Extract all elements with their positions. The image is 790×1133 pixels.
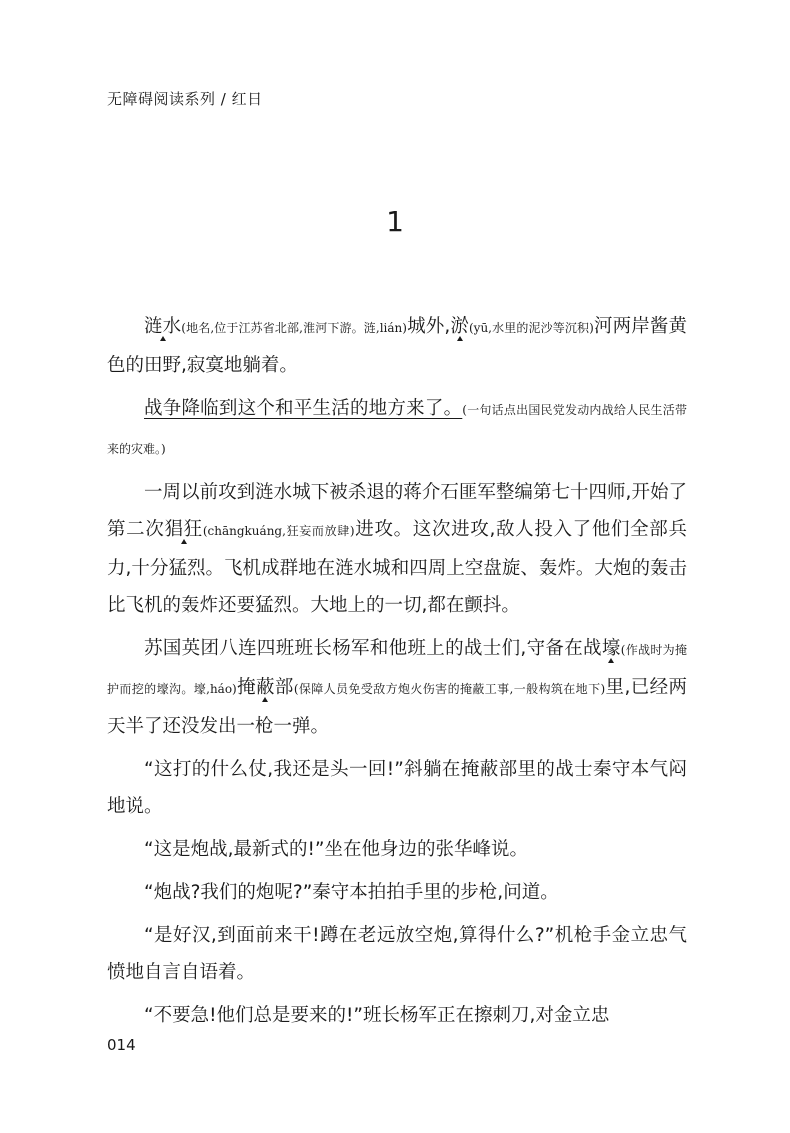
body-text — [107, 308, 687, 1040]
annotated-term: 猖狂 — [164, 519, 203, 540]
underlined-sentence: 战争降临到这个和平生活的地方来了。 — [144, 398, 463, 419]
running-header: 无障碍阅读系列 / 红日 — [107, 90, 263, 108]
paragraph-6: “这是炮战,最新式的!”坐在他身边的张华峰说。 — [144, 839, 528, 860]
annotated-term: 淤 — [450, 316, 469, 337]
paragraph-9: “不要急!他们总是要来的!”班长杨军正在擦刺刀,对金立忠 — [144, 1005, 610, 1026]
annotation: (chāngkuáng,狂妄而放肆) — [202, 524, 355, 538]
text-run: 苏国英团八连四班班长杨军和他班上的战士们,守备在战 — [144, 638, 602, 659]
paragraph-2 — [107, 390, 687, 468]
page-number: 014 — [107, 1036, 136, 1054]
annotated-term: 壕 — [601, 638, 621, 659]
annotated-term: 涟水 — [144, 316, 182, 337]
annotation: (作战时为掩护而挖的壕沟。壕,háo) — [107, 643, 687, 696]
paragraph-1 — [107, 308, 687, 384]
paragraph-3 — [107, 474, 687, 624]
paragraph-5: “这打的什么仗,我还是头一回!”斜躺在掩蔽部里的战士秦守本气闷地说。 — [107, 759, 687, 817]
paragraph-4 — [107, 630, 687, 745]
text-run: 城外, — [406, 316, 451, 337]
paragraph-8: “是好汉,到面前来干!蹲在老远放空炮,算得什么?”机枪手金立忠气愤地自言自语着。 — [107, 925, 687, 983]
text-run: 进攻。这次进攻,敌人投入了他们全部兵力,十分猛烈。飞机成群地在涟水城和四周上空盘旋、轰炸。大炮的轰击比飞机的轰炸还要猛烈。大地上的一切,都在颤抖。 — [107, 519, 687, 616]
text-run: 河两岸酱黄色的田野,寂寞地躺着。 — [107, 316, 687, 376]
annotated-term: 掩蔽部 — [236, 677, 294, 698]
annotation: (地名,位于江苏省北部,淮河下游。涟,lián) — [181, 321, 407, 335]
chapter-number: 1 — [386, 205, 404, 238]
text-run: 里,已经两天半了还没发出一枪一弹。 — [107, 677, 687, 737]
annotation: (保障人员免受敌方炮火伤害的掩蔽工事,一般构筑在地下) — [293, 682, 606, 696]
annotation: (一句话点出国民党发动内战给人民生活带来的灾难。) — [107, 403, 687, 456]
annotation: (yū,水里的泥沙等沉积) — [468, 321, 594, 335]
text-run: 一周以前攻到涟水城下被杀退的蒋介石匪军整编第七十四师,开始了第二次 — [107, 482, 687, 540]
paragraph-7: “炮战?我们的炮呢?”秦守本拍拍手里的步枪,问道。 — [144, 882, 559, 903]
